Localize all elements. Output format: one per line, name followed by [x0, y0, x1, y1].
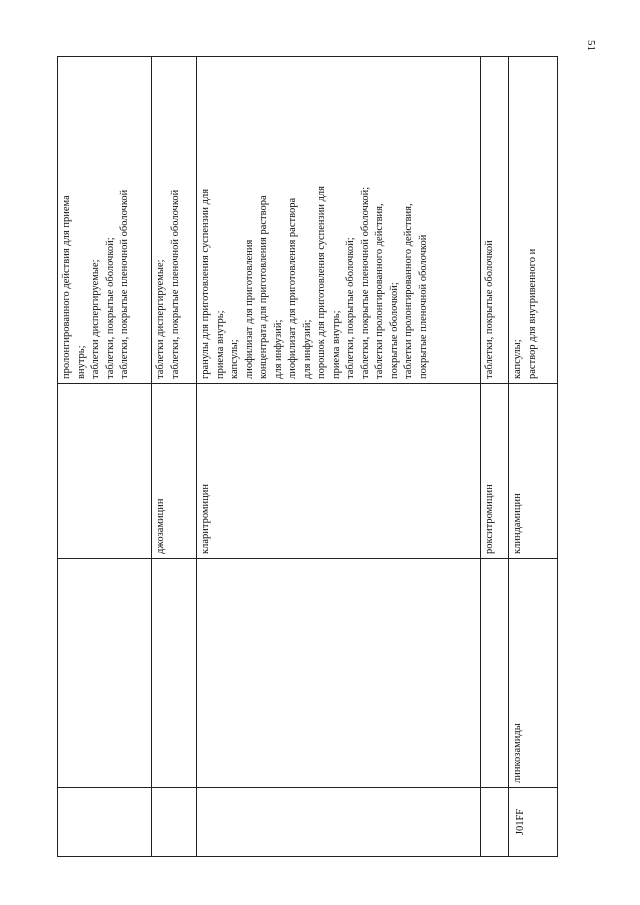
- dosage-form-line: капсулы;: [229, 339, 240, 379]
- drug-name-cell: клиндамицин: [509, 384, 558, 559]
- dosage-forms-cell: [481, 57, 509, 384]
- dosage-form-line: концентрата для приготовления раствора: [258, 195, 269, 379]
- table-row: [481, 57, 509, 857]
- group-cell: линкозамиды: [509, 559, 558, 788]
- page-number: 51: [585, 40, 597, 51]
- dosage-forms-cell: [509, 57, 558, 384]
- dosage-form-line: таблетки, покрытые оболочкой: [484, 240, 495, 379]
- dosage-form-line: таблетки диспергируемые;: [155, 259, 166, 379]
- dosage-forms-cell: [152, 57, 197, 384]
- table-row: [197, 57, 481, 857]
- dosage-form-line: таблетки пролонгированного действия,: [374, 203, 385, 379]
- table-row: [152, 57, 197, 857]
- drug-name-cell: рокситромицин: [481, 384, 509, 559]
- dosage-form-line: раствор для внутривенного и: [526, 248, 538, 379]
- group-cell: [58, 559, 152, 788]
- rotated-page-content: [57, 57, 557, 857]
- atc-code-cell: [197, 788, 481, 857]
- dosage-form-line: таблетки, покрытые пленочной оболочкой: [119, 189, 130, 379]
- dosage-form-line: для инфузий;: [272, 319, 284, 379]
- drug-table: [57, 56, 558, 857]
- dosage-forms-cell: [197, 57, 481, 384]
- atc-code-cell: [58, 788, 152, 857]
- dosage-form-line: для инфузий;: [301, 319, 313, 379]
- drug-name-cell: кларитромицин: [197, 384, 481, 559]
- dosage-form-line: лиофилизат для приготовления: [243, 239, 255, 379]
- drug-name-cell: джозамицин: [152, 384, 197, 559]
- table-row: [58, 57, 152, 857]
- dosage-form-line: покрытые оболочкой;: [388, 282, 400, 379]
- atc-code-cell: [152, 788, 197, 857]
- drug-name-cell: [58, 384, 152, 559]
- atc-code-cell: [481, 788, 509, 857]
- group-cell: [152, 559, 197, 788]
- dosage-form-line: таблетки, покрытые оболочкой;: [104, 237, 116, 379]
- dosage-forms-cell: [58, 57, 152, 384]
- dosage-form-line: таблетки пролонгированного действия,: [403, 203, 414, 379]
- group-cell: [197, 559, 481, 788]
- table-row: [509, 57, 558, 857]
- dosage-form-line: таблетки диспергируемые;: [90, 259, 101, 379]
- dosage-form-line: приема внутрь;: [330, 310, 342, 379]
- dosage-form-line: таблетки, покрытые пленочной оболочкой;: [359, 186, 371, 379]
- dosage-form-line: покрытые пленочной оболочкой: [417, 234, 429, 379]
- dosage-form-line: приема внутрь;: [214, 310, 226, 379]
- group-cell: [481, 559, 509, 788]
- dosage-form-line: гранулы для приготовления суспензии для: [200, 188, 211, 379]
- dosage-form-line: внутрь;: [75, 345, 87, 379]
- dosage-form-line: пролонгированного действия для приема: [61, 195, 72, 379]
- atc-code-cell: J01FF: [509, 788, 558, 857]
- dosage-form-line: таблетки, покрытые пленочной оболочкой: [169, 189, 181, 379]
- dosage-form-line: лиофилизат для приготовления раствора: [287, 197, 298, 379]
- dosage-form-line: таблетки, покрытые оболочкой;: [345, 237, 356, 379]
- dosage-form-line: порошок для приготовления суспензии для: [316, 186, 327, 379]
- dosage-form-line: капсулы;: [512, 339, 523, 379]
